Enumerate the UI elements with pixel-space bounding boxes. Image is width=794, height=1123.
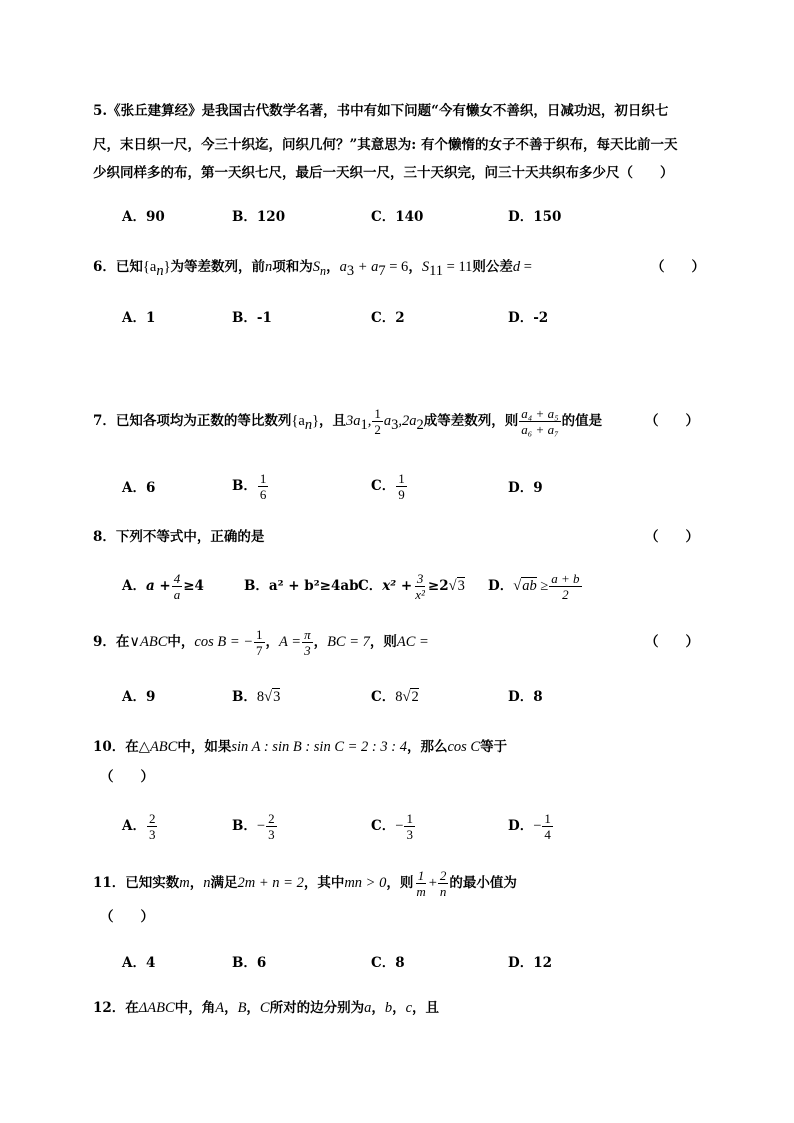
q9-option-b: B．8√3: [232, 689, 281, 705]
q7-option-d: D．9: [508, 480, 543, 496]
q12-stem: 12．在ΔABC中，角A，B，C所对的边分别为a，b，c，且: [93, 1000, 440, 1016]
q11-option-a: A．4: [122, 955, 156, 971]
q5-option-b: B．120: [232, 209, 286, 225]
q5-line-1: 5.《张丘建算经》是我国古代数学名著，书中有如下问题“今有懒女不善织，日减功迟，初日织七: [93, 103, 669, 119]
q7-option-a: A．6: [122, 480, 156, 496]
q6-answer-paren: （ ）: [651, 259, 705, 275]
q11-answer-paren: （ ）: [100, 909, 154, 925]
q6-equation-2: $S_{11} = 11$: [421, 259, 473, 279]
q7-answer-paren: （ ）: [645, 413, 699, 429]
q7-half-fraction: $\frac{1}{2}$: [374, 406, 381, 437]
q10-option-d: D．− $\frac{1}{4}$: [508, 811, 551, 842]
q6-option-b: B．-1: [232, 310, 272, 326]
q6-option-c: C．2: [371, 310, 405, 326]
q8-answer-paren: （ ）: [645, 529, 699, 545]
q11-stem: 11．已知实数m，n满足2m + n = 2，其中mn > 0，则 $\frac{1}{m}$ + $\frac{2}{n}$ 的最小值为: [93, 868, 517, 899]
q10-option-c: C．− $\frac{1}{3}$: [371, 811, 413, 842]
q9-stem: 9．在∨ABC中，cos B = − $\frac{1}{7}$ ，A = $\frac{\pi}{3}$ ，BC = 7，则AC =: [93, 627, 429, 658]
q8-option-d: D．√ab ≥ $\frac{a + b}{2}$: [488, 571, 580, 602]
q6-label: 6．已知: [93, 259, 143, 275]
q11-option-b: B．6: [232, 955, 267, 971]
q6-option-a: A．1: [122, 310, 156, 326]
q7-stem: 7．已知各项均为正数的等比数列$\{a_n\}$，且$3a_1$, $\frac{1}{2}$ $a_3,2a_2$成等差数列，则 $\frac{\text{a₄ + a₅}}{\text{a₆ + a₇}}$ 的值是: [93, 406, 603, 437]
q10-option-b: B．− $\frac{2}{3}$: [232, 811, 275, 842]
q6-option-d: D．-2: [508, 310, 549, 326]
q8-option-a: A．a + $\frac{4}{a}$ ≥4: [122, 571, 204, 602]
q5-line-2: 尺，末日织一尺，今三十织迄，问织几何？”其意思为: 有个懒惰的女子不善于织布，每天比前一天: [93, 137, 678, 153]
q7-option-c: C． $\frac{1}{9}$: [371, 471, 405, 502]
q11-option-c: C．8: [371, 955, 405, 971]
q5-line-3: 少织同样多的布，第一天织七尺，最后一天织一尺，三十天织完，问三十天共织布多少尺（ ）: [93, 165, 674, 181]
q8-option-c: C．x² + $\frac{3}{\text{x²}}$ ≥2√3: [358, 571, 465, 602]
q7-ratio-fraction: $\frac{\text{a₄ + a₅}}{\text{a₆ + a₇}}$: [521, 406, 559, 437]
q6-stem: 6．已知$\{a_n\}$为等差数列，前n项和为$S_n$，$a_3 + a_7 = 6$，$S_{11} = 11$则公差d =: [93, 259, 532, 279]
q5-option-a: A．90: [122, 209, 165, 225]
q6-equation-1: $a_3 + a_7 = 6$: [339, 259, 409, 279]
q6-seq: $\{a_n\}$: [142, 259, 171, 279]
q11-option-d: D．12: [508, 955, 552, 971]
q5-option-c: C．140: [371, 209, 424, 225]
q9-answer-paren: （ ）: [645, 634, 699, 650]
q5-option-d: D．150: [508, 209, 562, 225]
q9-option-c: C．8√2: [371, 689, 419, 705]
q9-option-d: D．8: [508, 689, 543, 705]
q10-stem: 10．在△ABC中，如果sin A : sin B : sin C = 2 : 3 : 4，那么cos C等于: [93, 739, 508, 755]
q10-option-a: A． $\frac{2}{3}$: [122, 811, 156, 842]
q8-stem: 8．下列不等式中，正确的是: [93, 529, 265, 545]
q9-option-a: A．9: [122, 689, 156, 705]
q10-answer-paren: （ ）: [100, 769, 154, 785]
q7-option-b: B． $\frac{1}{6}$: [232, 471, 267, 502]
q8-option-b: B．a² + b²≥4ab: [244, 578, 359, 594]
